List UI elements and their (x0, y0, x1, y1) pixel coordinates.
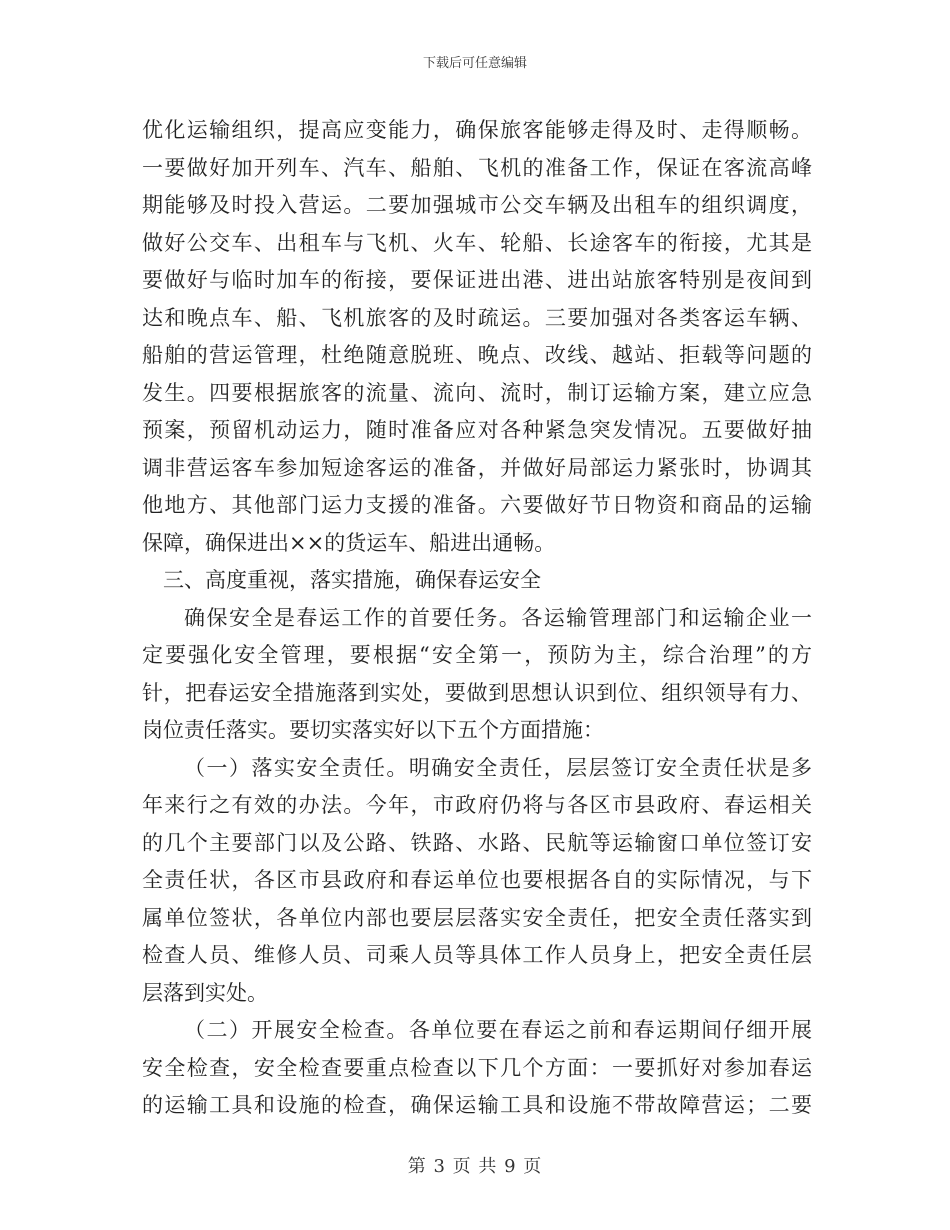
body-line: 保障，确保进出××的货运车、船进出通畅。 (142, 530, 556, 555)
body-line: 的几个主要部门以及公路、铁路、水路、民航等运输窗口单位签订安 (142, 830, 812, 855)
body-line: 安全检查，安全检查要重点检查以下几个方面：一要抓好对参加春运 (142, 1055, 812, 1080)
body-line: 层落到实处。 (142, 980, 268, 1005)
paragraph-first-line: （二）开展安全检查。各单位要在春运之前和春运期间仔细开展 (184, 1018, 812, 1042)
header-note: 下载后可任意编辑 (422, 56, 527, 71)
body-line: 期能够及时投入营运。二要加强城市公交车辆及出租车的组织调度， (142, 193, 812, 217)
body-line: 发生。四要根据旅客的流量、流向、流时，制订运输方案，建立应急 (142, 380, 812, 405)
body-line: 达和晚点车、船、飞机旅客的及时疏运。三要加强对各类客运车辆、 (142, 305, 812, 330)
body-line: 年来行之有效的办法。今年，市政府仍将与各区市县政府、春运相关 (142, 793, 812, 817)
body-line: 全责任状，各区市县政府和春运单位也要根据各自的实际情况，与下 (142, 868, 812, 892)
body-line: 他地方、其他部门运力支援的准备。六要做好节日物资和商品的运输 (142, 493, 812, 517)
body-line: 要做好与临时加车的衔接，要保证进出港、进出站旅客特别是夜间到 (142, 268, 812, 292)
body-line: 属单位签状，各单位内部也要层层落实安全责任，把安全责任落实到 (142, 905, 812, 930)
body-line: 检查人员、维修人员、司乘人员等具体工作人员身上，把安全责任层 (142, 943, 812, 967)
paragraph-first-line: 确保安全是春运工作的首要任务。各运输管理部门和运输企业一 (184, 605, 812, 630)
section-heading: 三、高度重视，落实措施，确保春运安全 (163, 568, 541, 592)
page-number: 第 3 页 共 9 页 (407, 1156, 543, 1177)
body-line: 预案，预留机动运力，随时准备应对各种紧急突发情况。五要做好抽 (142, 418, 812, 442)
body-line: 定要强化安全管理，要根据“安全第一，预防为主，综合治理”的方 (142, 643, 812, 667)
body-line: 岗位责任落实。要切实落实好以下五个方面措施： (142, 718, 604, 742)
body-line: 优化运输组织，提高应变能力，确保旅客能够走得及时、走得顺畅。 (142, 118, 812, 142)
body-line: 一要做好加开列车、汽车、船舶、飞机的准备工作，保证在客流高峰 (142, 155, 812, 180)
body-line: 的运输工具和设施的检查，确保运输工具和设施不带故障营运；二要 (142, 1093, 812, 1117)
body-line: 船舶的营运管理，杜绝随意脱班、晚点、改线、越站、拒载等问题的 (142, 343, 812, 367)
body-line: 调非营运客车参加短途客运的准备，并做好局部运力紧张时，协调其 (142, 455, 812, 480)
body-line: 针，把春运安全措施落到实处，要做到思想认识到位、组织领导有力、 (142, 680, 812, 705)
paragraph-first-line: （一）落实安全责任。明确安全责任，层层签订安全责任状是多 (184, 755, 812, 780)
body-line: 做好公交车、出租车与飞机、火车、轮船、长途客车的衔接，尤其是 (142, 230, 812, 255)
document-body (142, 115, 812, 1128)
